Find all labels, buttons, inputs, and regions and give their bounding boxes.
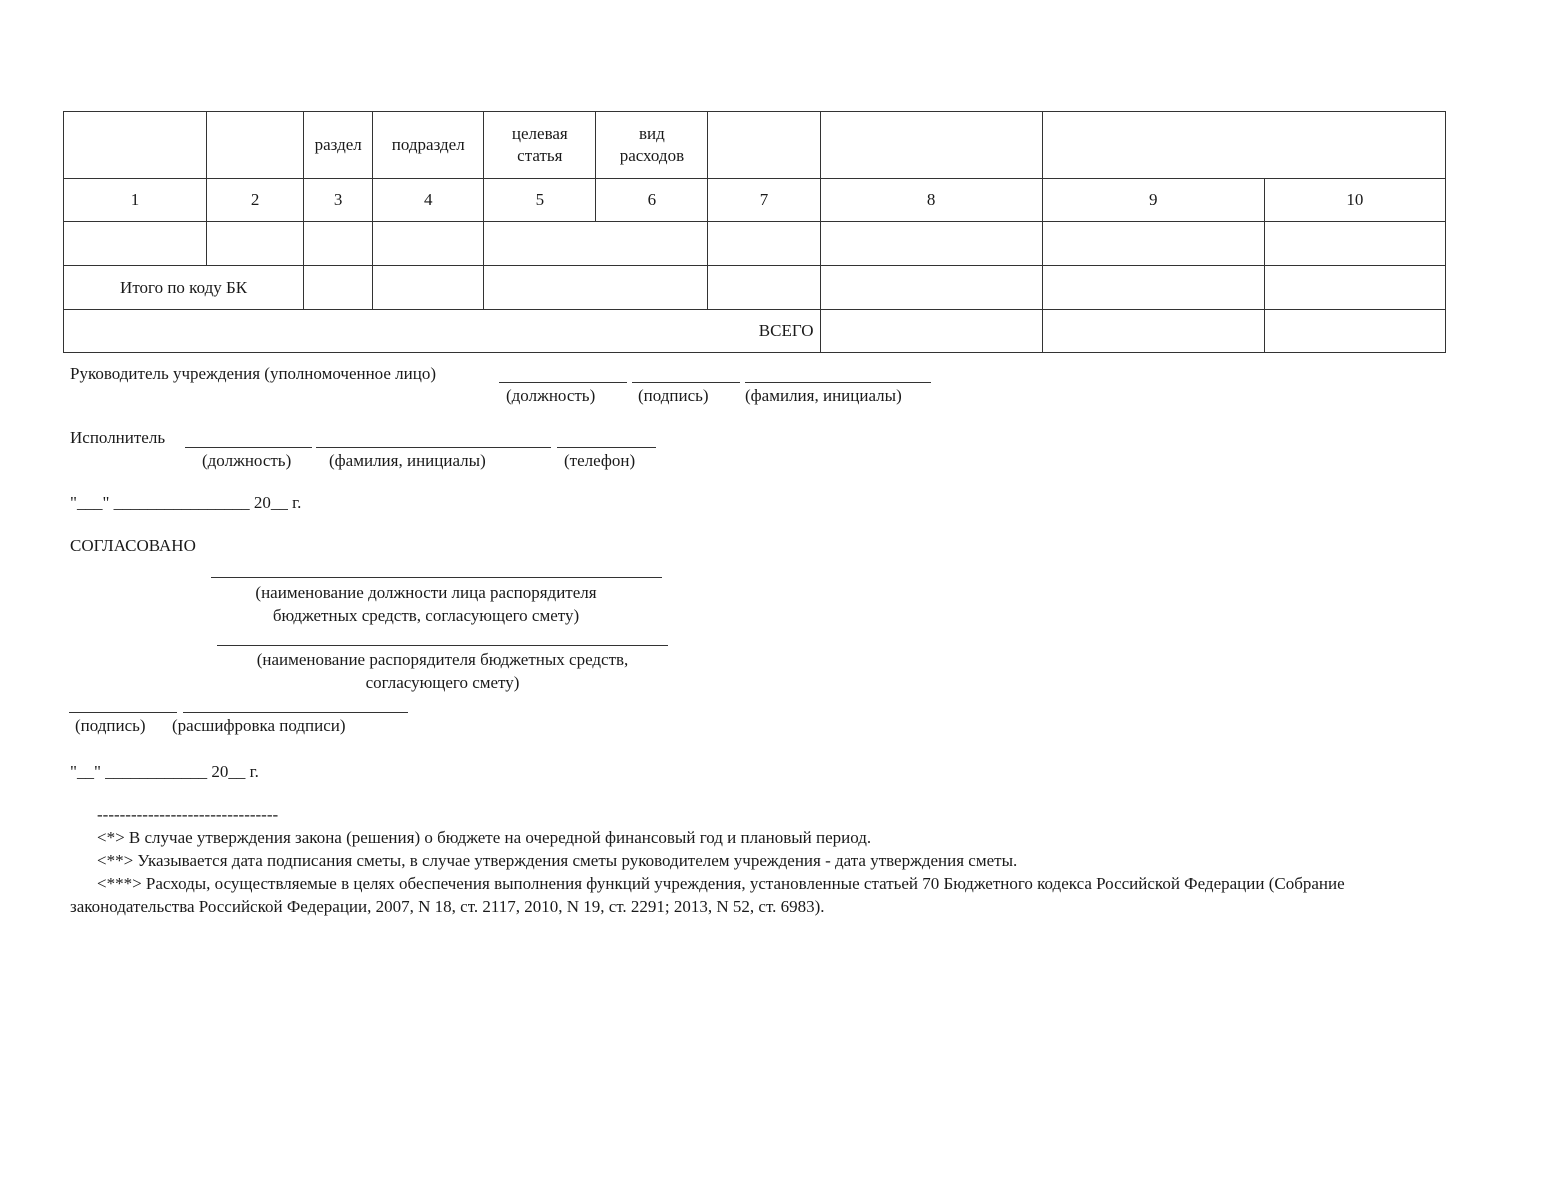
table-cell <box>708 112 820 179</box>
table-cell <box>1042 266 1264 310</box>
table-cell <box>1042 310 1264 353</box>
table-cell <box>1042 222 1264 266</box>
header-vid: вид расходов <box>596 112 708 179</box>
header-podrazdel: подраздел <box>373 112 484 179</box>
table-cell <box>64 112 207 179</box>
footnote-separator: -------------------------------- <box>97 805 279 824</box>
table-number-row <box>64 179 1446 222</box>
table-cell <box>708 222 820 266</box>
table-cell <box>484 222 708 266</box>
col-number: 1 <box>64 179 207 222</box>
agreed-position-caption-line1: (наименование должности лица распорядителя <box>255 583 597 602</box>
table-cell <box>1042 112 1445 179</box>
table-cell <box>207 222 304 266</box>
footnotes <box>70 803 1470 918</box>
col-number: 2 <box>207 179 304 222</box>
table-cell <box>1264 310 1445 353</box>
head-name-line <box>745 382 931 383</box>
agreed-position-caption <box>211 581 641 627</box>
executor-name-caption: (фамилия, инициалы) <box>329 451 486 470</box>
col-number: 10 <box>1264 179 1445 222</box>
footnote-2: <**> Указывается дата подписания сметы, в случае утверждения сметы руководителем учреждения - дата утверждения сметы. <box>97 851 1018 870</box>
executor-phone-line <box>557 447 656 448</box>
col-number: 4 <box>373 179 484 222</box>
executor-label: Исполнитель <box>70 428 166 447</box>
footnote-1: <*> В случае утверждения закона (решения) о бюджете на очередной финансовый год и плановый период. <box>97 828 872 847</box>
agreed-title: СОГЛАСОВАНО <box>70 536 196 555</box>
table-cell <box>373 266 484 310</box>
total-bk-label: Итого по коду БК <box>64 266 304 310</box>
footnote-3: <***> Расходы, осуществляемые в целях обеспечения выполнения функций учреждения, установленные статьей 70 Бюджетного кодекса Российской Федерации (Собрание законодательства Российской Федерации, 2007, N 18, ст. 2117, 2010, N 19, ст. 2291; 2013, N 52, ст. 6983). <box>70 874 1345 916</box>
table-row-total-all <box>64 310 1446 353</box>
table-cell <box>1264 266 1445 310</box>
executor-position-line <box>185 447 312 448</box>
table-row-total-bk <box>64 266 1446 310</box>
agreed-decode-line <box>183 712 408 713</box>
table-cell <box>708 266 820 310</box>
table-cell <box>373 222 484 266</box>
agreed-org-caption-line2: согласующего смету) <box>365 673 520 692</box>
executor-phone-caption: (телефон) <box>564 451 636 470</box>
table-cell <box>207 112 304 179</box>
table-cell <box>64 222 207 266</box>
agreed-position-caption-line2: бюджетных средств, согласующего смету) <box>272 606 580 625</box>
agreed-signature-line <box>69 712 177 713</box>
table-cell <box>820 310 1042 353</box>
col-number: 5 <box>484 179 596 222</box>
date-line-1: "___" ________________ 20__ г. <box>70 493 302 512</box>
agreed-position-line <box>211 577 662 578</box>
agreed-org-caption-line1: (наименование распорядителя бюджетных средств, <box>256 650 629 669</box>
header-razdel: раздел <box>304 112 373 179</box>
total-all-label: ВСЕГО <box>64 310 821 353</box>
table-cell <box>1264 222 1445 266</box>
col-number: 6 <box>596 179 708 222</box>
agreed-org-caption <box>217 648 668 694</box>
table-cell <box>820 266 1042 310</box>
table-cell <box>820 222 1042 266</box>
table-cell <box>484 266 708 310</box>
col-number: 7 <box>708 179 820 222</box>
col-number: 9 <box>1042 179 1264 222</box>
date-line-2: "__" ____________ 20__ г. <box>70 762 259 781</box>
table-row <box>64 222 1446 266</box>
head-label: Руководитель учреждения (уполномоченное лицо) <box>70 364 437 383</box>
table-cell <box>304 266 373 310</box>
executor-name-line <box>316 447 551 448</box>
head-name-caption: (фамилия, инициалы) <box>745 386 902 405</box>
col-number: 3 <box>304 179 373 222</box>
col-number: 8 <box>820 179 1042 222</box>
head-position-caption: (должность) <box>506 386 596 405</box>
table-header-row <box>64 112 1446 179</box>
agreed-signature-caption: (подпись) <box>75 716 146 735</box>
agreed-decode-caption: (расшифровка подписи) <box>172 716 346 735</box>
head-signature-line <box>632 382 740 383</box>
agreed-org-line <box>217 645 668 646</box>
head-signature-caption: (подпись) <box>638 386 709 405</box>
header-celevaya: целевая статья <box>484 112 596 179</box>
budget-table <box>63 111 1446 353</box>
executor-position-caption: (должность) <box>202 451 292 470</box>
head-position-line <box>499 382 627 383</box>
table-cell <box>820 112 1042 179</box>
table-cell <box>304 222 373 266</box>
